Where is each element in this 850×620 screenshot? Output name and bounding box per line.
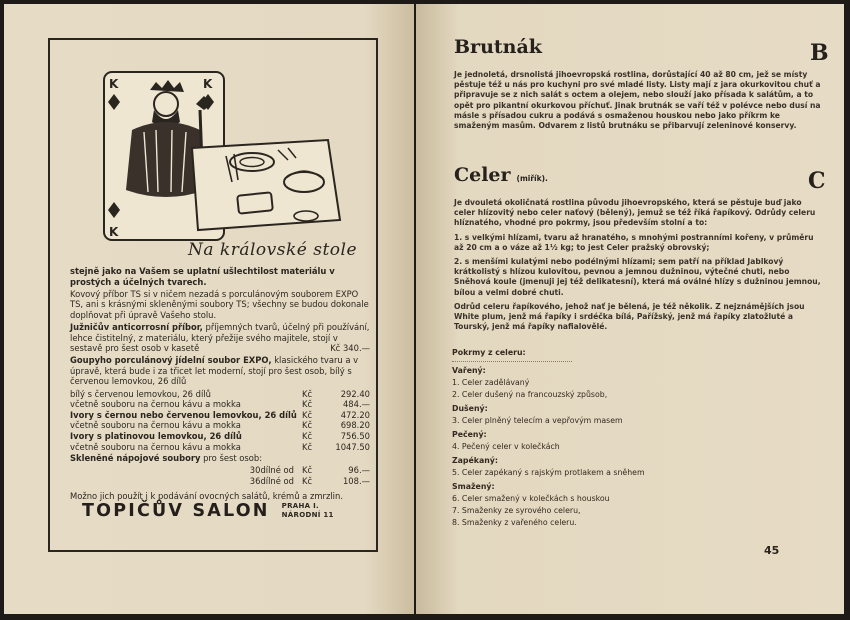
- ad-paragraph: [70, 322, 370, 354]
- price-row: včetně souboru na černou kávu a mokka Kč 484.—: [70, 399, 370, 410]
- ad-body-text: [70, 266, 370, 503]
- price-row: bílý s červenou lemovkou, 26 dílů Kč 292.40: [70, 388, 370, 399]
- salon-address: PRAHA I. NÁRODNÍ 11: [281, 502, 334, 519]
- closing-text: Možno jich použít i k podávání ovocných salátů, krémů a zmrzlin.: [70, 491, 343, 502]
- ad-paragraph-text: klasického tvaru a v úpravě, která bude i za třicet let moderní, stojí pro šest osob, bílý s červenou lemovkou, 26 dílů: [70, 355, 359, 387]
- ad-paragraph: [70, 289, 370, 321]
- recipe-section-title: Vařený:: [452, 366, 486, 375]
- celer-paragraph: Je dvouletá okoličnatá rostlina původu jihoevropského, která se pěstuje buď jako celer hlízovitý nebo celer naťový (bělený), jemuž se též říká řapíkový. Odrůdy celeru hlíznatého, vhodné pro pokrmy, jsou především stolní a to:: [454, 198, 816, 228]
- advertisement-frame: [48, 38, 378, 552]
- right-page: [416, 4, 844, 614]
- celer-paragraph: Odrůd celeru řapíkového, jehož nať je bělená, je též několik. Z nejznámějších jsou White plum, jenž má řapíky i srdéčka bílá, Pařížský, jenž má řapíky zlatožluté a Tourský, jenž má řapíky nafialovělé.: [454, 301, 805, 332]
- price-row: včetně souboru na černou kávu a mokka Kč 1047.50: [70, 441, 370, 452]
- recipe-list: [452, 348, 792, 530]
- entry-text-celer: [454, 198, 824, 336]
- entry-text-brutnak: Je jednoletá, drsnolistá jihoevropská rostlina, dorůstající 40 až 80 cm, jež se místy pěstuje též u nás pro kuchyni pro své mladé listy. Listy mají z jara okurkovitou chuť a připravuje se z nich salát s octem a olejem, nebo slouží jako přísada k salátům, a to opět pro pikantní okurkovou příchuť. Jinak brutnák se vaří též v polévce nebo dusí na másle s přísadou cukru a podává s osmaženou houskou nebo jako příkrm ke smaženým masům. Odvarem z listů brutnáku se přibarvují zeleninové konservy.: [454, 70, 821, 131]
- price-row: 30dílné od Kč 96.—: [249, 465, 370, 476]
- recipe-item: 7. Smaženky ze syrového celeru,: [452, 506, 581, 515]
- price-row: Ivory s platinovou lemovkou, 26 dílů Kč 756.50: [70, 430, 370, 441]
- svg-text:K: K: [109, 77, 119, 91]
- recipe-section-title: Smažený:: [452, 482, 495, 491]
- left-page: [4, 4, 414, 614]
- ad-paragraph-text: příjemných tvarů, účelný při používání, lehce čistitelný, z materiálu, který přežije svého majitele, stojí v sestavě pro šest osob v kasetě: [70, 321, 370, 354]
- recipe-item: 8. Smaženky z vařeného celeru.: [452, 518, 577, 527]
- recipe-section-title: Pečený:: [452, 430, 487, 439]
- recipe-item: 2. Celer dušený na francouzský způsob,: [452, 390, 608, 399]
- svg-text:K: K: [203, 77, 213, 91]
- celer-paragraph: 2. s menšími kulatými nebo podélnými hlízami; sem patří na příklad Jablkový krátkolistý s hlízou kulovitou, pevnou a jemnou dužninou, výtečné chuti, nebo Sněhová koule (jmenuji jej též delikatesní), která má oválné hlízy s dužninou jemnou, bílou a velmi dobré chuti.: [454, 257, 821, 297]
- playing-card-king-icon: [92, 70, 342, 242]
- section-letter-c: C: [808, 168, 826, 194]
- recipes-heading: Pokrmy z celeru:: [452, 348, 526, 357]
- glass-line: Skleněné nápojové soubory pro šest osob:: [70, 453, 263, 464]
- price-inline: Kč 340.—: [330, 343, 370, 354]
- recipe-item: 1. Celer zadělávaný: [452, 378, 530, 387]
- price-row: Ivory s černou nebo červenou lemovkou, 26 dílů Kč 472.20: [70, 409, 370, 420]
- price-row: včetně souboru na černou kávu a mokka Kč 698.20: [70, 420, 370, 431]
- recipe-item: 5. Celer zapékaný s rajským protlakem a sněhem: [452, 468, 645, 477]
- ad-paragraph: [70, 355, 370, 387]
- recipe-section-title: Zapékaný:: [452, 456, 498, 465]
- recipe-item: 6. Celer smažený v kolečkách s houskou: [452, 494, 610, 503]
- svg-text:K: K: [109, 225, 119, 239]
- ad-paragraph-text: Kovový příbor TS si v ničem nezadá s porculánovým souborem EXPO TS, ani s krásnými skleněnými soubory TS; všechny se budou dokonale doplňovat při úpravě Vašeho stolu.: [70, 288, 369, 320]
- recipe-item: 3. Celer plněný telecím a vepřovým masem: [452, 416, 623, 425]
- ad-paragraph-bold: stejně jako na Vašem se uplatní ušlechtilost materiálu v prostých a účelných tvarech.: [70, 266, 335, 287]
- recipe-section-title: Dušený:: [452, 404, 488, 413]
- entry-title-celer: Celer (miřík).: [454, 164, 548, 186]
- salon-name: TOPIČŮV SALON: [82, 501, 270, 521]
- salon-signature: [82, 496, 372, 526]
- ad-paragraph: [70, 266, 370, 287]
- entry-title-brutnak: Brutnák: [454, 36, 542, 58]
- section-letter-b: B: [810, 40, 829, 66]
- ad-paragraph-bold: Goupyho porculánový jídelní soubor EXPO,: [70, 355, 272, 366]
- ad-paragraph-bold: Južničův anticorrosní příbor,: [70, 321, 203, 332]
- ad-script-title: Na královské stole: [188, 240, 358, 260]
- price-row: 36dílné od Kč 108.—: [249, 475, 370, 486]
- page-number: 45: [764, 544, 780, 557]
- celer-paragraph: 1. s velkými hlízami, tvaru až hranatého, s mnohými postranními kořeny, v průměru až 20 cm a o váze až 1½ kg; to jest Celer pražský obrovský;: [454, 232, 814, 252]
- recipe-item: 4. Pečený celer v kolečkách: [452, 442, 560, 451]
